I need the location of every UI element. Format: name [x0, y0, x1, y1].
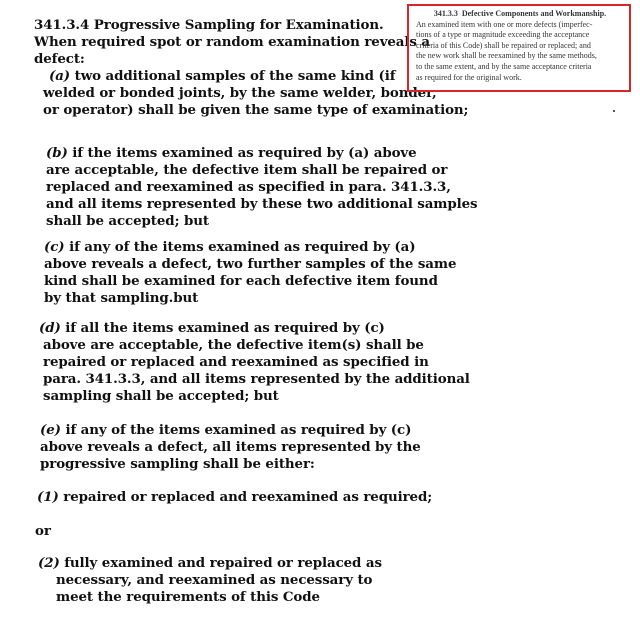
item-text: replaced and reexamined as specified in para. 341.3.3, [46, 179, 451, 196]
item-text: or [35, 523, 51, 539]
item-text: kind shall be examined for each defective item found [44, 273, 438, 290]
item-text: para. 341.3.3, and all items represented by the additional [43, 371, 470, 388]
item-text: if the items examined as required by (a) above [67, 145, 417, 161]
stray-dot [613, 110, 615, 112]
paragraph-d [39, 320, 470, 405]
item-text: progressive sampling shall be either: [40, 456, 315, 473]
side-note-line: to the same extent, and by the same acceptance criteria [416, 61, 592, 71]
item-text: if any of the items examined as required by (c) [60, 422, 412, 438]
item-marker: (d) [39, 320, 61, 336]
paragraph-e [40, 422, 421, 473]
item-marker: (a) [49, 68, 71, 84]
paragraph-1 [37, 489, 432, 506]
side-note-line: tions of a type or magnitude exceeding the acceptance [416, 30, 590, 40]
item-text: meet the requirements of this Code [56, 589, 320, 606]
side-note-line: criteria of this Code) shall be repaired or replaced; and [416, 40, 591, 50]
paragraph-b [46, 145, 477, 230]
heading-line: 341.3.4 Progressive Sampling for Examination. [34, 17, 384, 33]
paragraph-or [35, 523, 51, 540]
item-text: if all the items examined as required by (c) [60, 320, 385, 336]
item-text: necessary, and reexamined as necessary to [56, 572, 373, 589]
item-text: welded or bonded joints, by the same welder, bonder, [43, 85, 437, 102]
item-text: two additional samples of the same kind (if [70, 68, 396, 84]
item-text: above reveals a defect, all items represented by the [40, 439, 421, 456]
heading-line: When required spot or random examination reveals a [34, 34, 430, 51]
item-text: if any of the items examined as required by (a) [64, 239, 416, 255]
side-note-title: 341.3.3 Defective Components and Workmanship. [433, 9, 607, 18]
side-note-line: as required for the original work. [416, 72, 522, 82]
item-text: fully examined and repaired or replaced as [59, 555, 382, 571]
item-text: repaired or replaced and reexamined as required; [58, 489, 433, 505]
item-text: above reveals a defect, two further samples of the same [44, 256, 457, 273]
item-text: are acceptable, the defective item shall be repaired or [46, 162, 448, 179]
item-marker: (b) [46, 145, 68, 161]
item-text: above are acceptable, the defective item(s) shall be [43, 337, 424, 354]
section-heading [34, 17, 430, 68]
item-marker: (1) [37, 489, 59, 505]
side-note-box [407, 4, 631, 92]
heading-line: defect: [34, 51, 85, 68]
item-marker: (c) [44, 239, 65, 255]
item-text: or operator) shall be given the same type of examination; [43, 102, 469, 119]
item-text: shall be accepted; but [46, 213, 209, 230]
item-text: sampling shall be accepted; but [43, 388, 279, 405]
item-text: repaired or replaced and reexamined as specified in [43, 354, 429, 371]
paragraph-c [44, 239, 456, 307]
item-text: by that sampling.but [44, 290, 199, 307]
item-marker: (e) [40, 422, 61, 438]
item-text: and all items represented by these two additional samples [46, 196, 478, 213]
item-marker: (2) [38, 555, 60, 571]
paragraph-2 [38, 555, 382, 606]
side-note-line: the new work shall be reexamined by the same methods, [416, 51, 597, 61]
side-note-line: An examined item with one or more defects (imperfec- [416, 19, 593, 29]
